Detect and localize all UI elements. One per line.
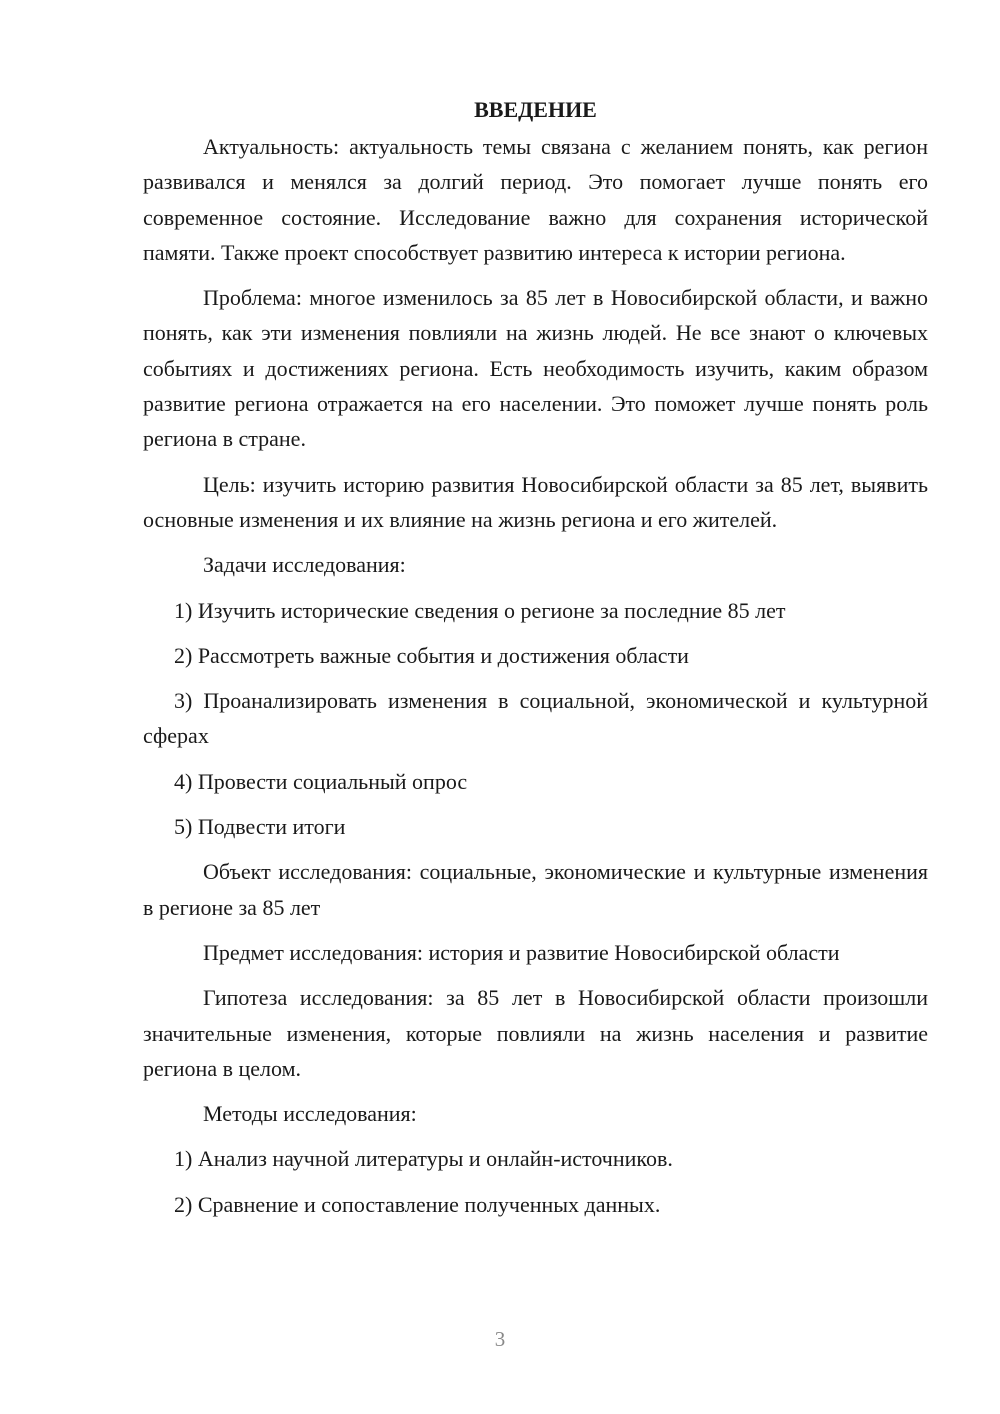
goal-paragraph: Цель: изучить историю развития Новосибирской области за 85 лет, выявить основные изменения и их влияние на жизнь региона и его жителей. [143,471,928,532]
hypothesis-paragraph: Гипотеза исследования: за 85 лет в Новосибирской области произошли значительные изменения, которые повлияли на жизнь населения и развитие региона в целом. [143,985,928,1081]
method-item-2: 2) Сравнение и сопоставление полученных данных. [174,1191,661,1217]
method-item-1: 1) Анализ научной литературы и онлайн-источников. [174,1146,673,1172]
subject-paragraph: Предмет исследования: история и развитие Новосибирской области [203,939,840,965]
problem-paragraph: Проблема: многое изменилось за 85 лет в Новосибирской области, и важно понять, как эти изменения повлияли на жизнь людей. Не все знают о ключевых событиях и достижениях региона. Есть необходимость изучить, каким образом развитие региона отражается на его населении. Это поможет лучше понять роль региона в стране. [143,285,928,452]
methods-heading: Методы исследования: [203,1101,417,1127]
task-item-5: 5) Подвести итоги [174,814,346,840]
task-item-1: 1) Изучить исторические сведения о регионе за последние 85 лет [174,597,786,623]
tasks-heading: Задачи исследования: [203,552,406,578]
relevance-paragraph: Актуальность: актуальность темы связана с желанием понять, как регион развивался и менялся за долгий период. Это помогает лучше понять его современное состояние. Исследование важно для сохранения исторической памяти. Также проект способствует развитию интереса к истории региона. [143,134,928,265]
task-item-4: 4) Провести социальный опрос [174,768,468,794]
object-paragraph: Объект исследования: социальные, экономические и культурные изменения в регионе за 85 лет [143,859,928,920]
document-page [143,92,928,1232]
task-item-3: 3) Проанализировать изменения в социальной, экономической и культурной сферах [143,688,928,749]
task-item-2: 2) Рассмотреть важные события и достижения области [174,642,689,668]
page-number: 3 [494,1327,506,1351]
section-title: ВВЕДЕНИЕ [474,97,597,122]
